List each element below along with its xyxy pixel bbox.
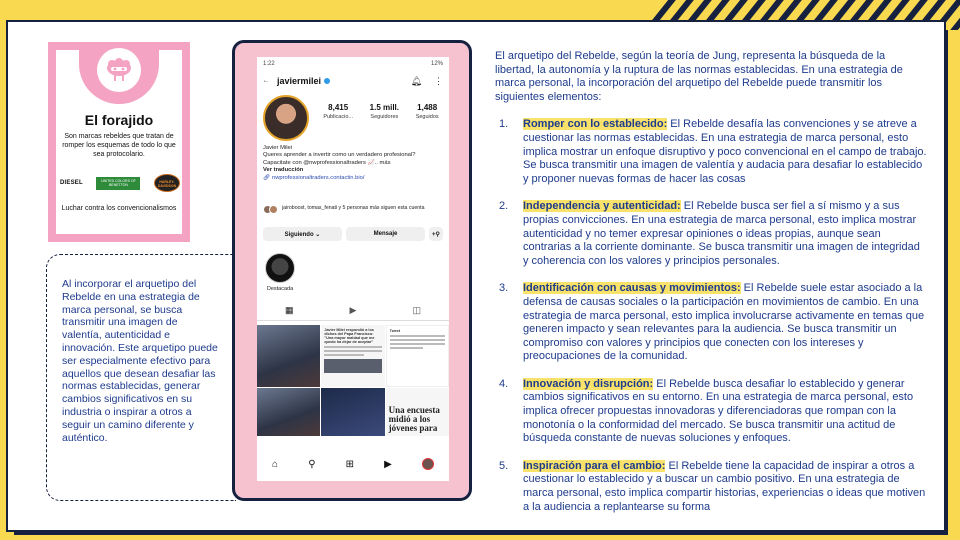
see-translation-link[interactable]: Ver traducción xyxy=(263,167,304,174)
following-button[interactable]: Siguiendo ⌄ xyxy=(263,227,342,241)
story-highlight[interactable] xyxy=(263,253,297,292)
benetton-logo: UNITED COLORS OF BENETTON xyxy=(96,177,140,190)
harley-davidson-logo: HARLEY-DAVIDSON xyxy=(154,174,180,192)
list-item xyxy=(495,282,927,364)
post-thumbnail[interactable] xyxy=(321,388,384,436)
bio-line-2[interactable]: Capacitate con @nwprofessionaltraders 📈.. más xyxy=(263,159,391,166)
battery-level: 12% xyxy=(430,61,443,67)
profile-stats xyxy=(315,103,447,120)
list-item-title: Romper con lo establecido: xyxy=(523,118,668,131)
archetype-footer: Luchar contra los convencionalismos xyxy=(61,205,177,212)
sheep-icon xyxy=(97,48,141,92)
list-item-text: El Rebelde suele estar asociado a la defensa de causas sociales o la participación en movimientos de cambio. En una estrategia de marca personal, esto implica involucrarse activamente en temas que generen impacto y sean relevantes para la audiencia. Se busca transmitir un compromiso con valores y principios que conecten con los intereses y preocupaciones de la comunidad. xyxy=(523,282,925,363)
list-number: 3. xyxy=(499,282,509,295)
profile-avatar-icon[interactable] xyxy=(422,458,434,470)
instagram-screenshot xyxy=(257,57,449,481)
stat-posts-label: Publicacio... xyxy=(323,114,353,120)
create-icon[interactable]: ⊞ xyxy=(345,458,354,470)
list-item xyxy=(495,460,927,514)
grid-tab-icon[interactable]: ▦ xyxy=(285,305,294,315)
archetype-title: El forajido xyxy=(84,112,154,128)
post-thumbnail[interactable] xyxy=(257,388,320,436)
highlight-cover xyxy=(265,253,295,283)
bio-link-text: nwprofessionaltraders.contactin.bio/ xyxy=(271,174,365,181)
home-icon[interactable]: ⌂ xyxy=(272,458,279,470)
followed-by-text: jairoboost, tomas_fenati y 5 personas más siguen esta cuenta xyxy=(282,205,425,211)
stat-followers-label: Seguidores xyxy=(370,114,399,120)
right-text-column xyxy=(495,50,927,528)
highlight-label: Destacada xyxy=(266,286,294,292)
verified-icon xyxy=(324,78,330,84)
profile-header xyxy=(257,73,449,89)
profile-actions xyxy=(263,227,443,241)
brand-logos xyxy=(60,174,180,192)
stat-posts[interactable] xyxy=(323,103,353,120)
more-options-icon[interactable]: ⋮ xyxy=(434,75,443,86)
username-text: javiermilei xyxy=(277,76,322,86)
message-button[interactable]: Mensaje xyxy=(346,227,425,241)
list-item-text: El Rebelde tiene la capacidad de inspirar a otros a cuestionar lo establecido y a buscar un cambio positivo. En una estrategia de marca personal, esto implica compartir historias, experiencias o ideas que motiven a la audiencia a replantearse su forma xyxy=(523,459,926,513)
list-item xyxy=(495,200,927,268)
list-item-title: Inspiración para el cambio: xyxy=(523,459,666,472)
left-paragraph: Al incorporar el arquetipo del Rebelde en una estrategia de marca personal, se busca transmitir una imagen de valentía, autenticidad e innovación. Este arquetipo puede ser especialmente efectivo para aquellos que desean desafiar las normas establecidas, generar cambios significativos en su industria o inspirar a otros a seguir un camino diferente y auténtico. xyxy=(62,278,218,444)
search-icon[interactable]: ⚲ xyxy=(308,458,316,470)
archetype-badge xyxy=(79,42,159,104)
stat-following[interactable] xyxy=(416,103,439,120)
status-time: 1:22 xyxy=(263,61,275,67)
list-item xyxy=(495,378,927,446)
list-item-text: El Rebelde busca ser fiel a sí mismo y a sus propias convicciones. En una estrategia de marca personal, esto implica mostrar autenticidad y no temer expresar opiniones o ideas propias, aunque sean contrarias a la corriente dominante. Se busca transmitir una imagen de integridad y coherencia con los valores y principios personales. xyxy=(523,200,920,267)
link-icon: 🔗︎ xyxy=(263,174,272,181)
slide xyxy=(6,20,946,532)
list-item-text: El Rebelde desafía las convenciones y se atreve a cuestionar las normas establecidas. En una estrategia de marca personal, esto implica mostrar un enfoque disruptivo y poco convencional en el campo de trabajo. Se busca transmitir una imagen de valentía y audacia para desafiar lo establecido y proponer nuevas formas de hacer las cosas xyxy=(523,118,927,185)
profile-username xyxy=(277,76,330,86)
stat-following-value: 1,488 xyxy=(417,103,438,112)
list-item xyxy=(495,118,927,186)
stat-posts-value: 8,415 xyxy=(328,103,349,112)
stat-followers[interactable] xyxy=(370,103,399,120)
stat-followers-value: 1.5 mill. xyxy=(369,103,400,112)
bio-line-1: Queres aprender a invertir como un verdadero profesional? xyxy=(263,152,416,159)
add-person-icon[interactable]: +⚲ xyxy=(429,227,443,241)
list-number: 5. xyxy=(499,459,509,472)
diesel-logo: DIESEL xyxy=(60,180,83,186)
intro-paragraph: El arquetipo del Rebelde, según la teoría de Jung, representa la búsqueda de la libertad, la autonomía y la ruptura de las normas establecidas. En una estrategia de marca personal, la incorporación del arquetipo del Rebelde puede transmitir los siguientes elementos: xyxy=(495,50,903,103)
follower-avatars xyxy=(263,205,279,215)
archetype-description: Son marcas rebeldes que tratan de romper los esquemas de todo lo que sea protocolario. xyxy=(62,133,176,158)
post-thumbnail[interactable] xyxy=(386,325,449,387)
list-item-title: Independencia y autenticidad: xyxy=(523,200,681,213)
archetype-card xyxy=(48,42,190,242)
post-thumbnail[interactable] xyxy=(321,325,384,387)
archetype-card-inner xyxy=(56,50,182,234)
followed-by[interactable] xyxy=(263,205,443,215)
post-thumbnail[interactable] xyxy=(386,388,449,436)
list-number: 2. xyxy=(499,200,509,213)
bio-link[interactable] xyxy=(263,175,443,182)
list-item-text: El Rebelde busca desafiar lo establecido y generar cambios significativos en su entorno. En una estrategia de marca personal, esto implica ofrecer propuestas innovadoras y diferenciadoras que rompan con la monotonía o la conformidad del mercado. Se busca transmitir una actitud de búsqueda constante de nuevas soluciones y enfoques. xyxy=(523,377,914,445)
post-tweet-title: Tweet xyxy=(389,329,401,333)
list-item-title: Innovación y disrupción: xyxy=(523,377,654,390)
post-thumbnail[interactable] xyxy=(257,325,320,387)
posts-grid xyxy=(257,325,449,435)
profile-name: Javier Milei xyxy=(263,145,292,151)
stat-following-label: Seguidos xyxy=(415,114,439,120)
back-arrow-icon[interactable]: ← xyxy=(263,78,269,84)
profile-tabs xyxy=(257,305,449,321)
list-item-title: Identificación con causas y movimientos: xyxy=(523,282,741,295)
post-big-text: Una encuesta midió a los jóvenes para xyxy=(388,405,440,433)
list-number: 4. xyxy=(499,377,509,390)
reels-icon[interactable]: ▶︎ xyxy=(384,458,392,470)
bottom-navigation xyxy=(257,455,449,473)
bell-icon[interactable]: 🔔︎ xyxy=(410,75,422,86)
status-bar xyxy=(257,57,449,71)
profile-bio xyxy=(263,145,443,182)
list-number: 1. xyxy=(499,118,509,131)
profile-avatar[interactable] xyxy=(263,95,309,141)
phone-frame xyxy=(232,40,472,501)
reels-tab-icon[interactable]: ▶︎ xyxy=(349,305,357,315)
tagged-tab-icon[interactable]: ◫ xyxy=(412,305,421,315)
post-headline: Javier Milei respondió a los dichos del Papa Francisco: "Una mayor maldad que me quedo ha dejar de aceptar" xyxy=(324,328,375,344)
elements-list xyxy=(495,118,927,514)
header-icons xyxy=(411,76,443,87)
